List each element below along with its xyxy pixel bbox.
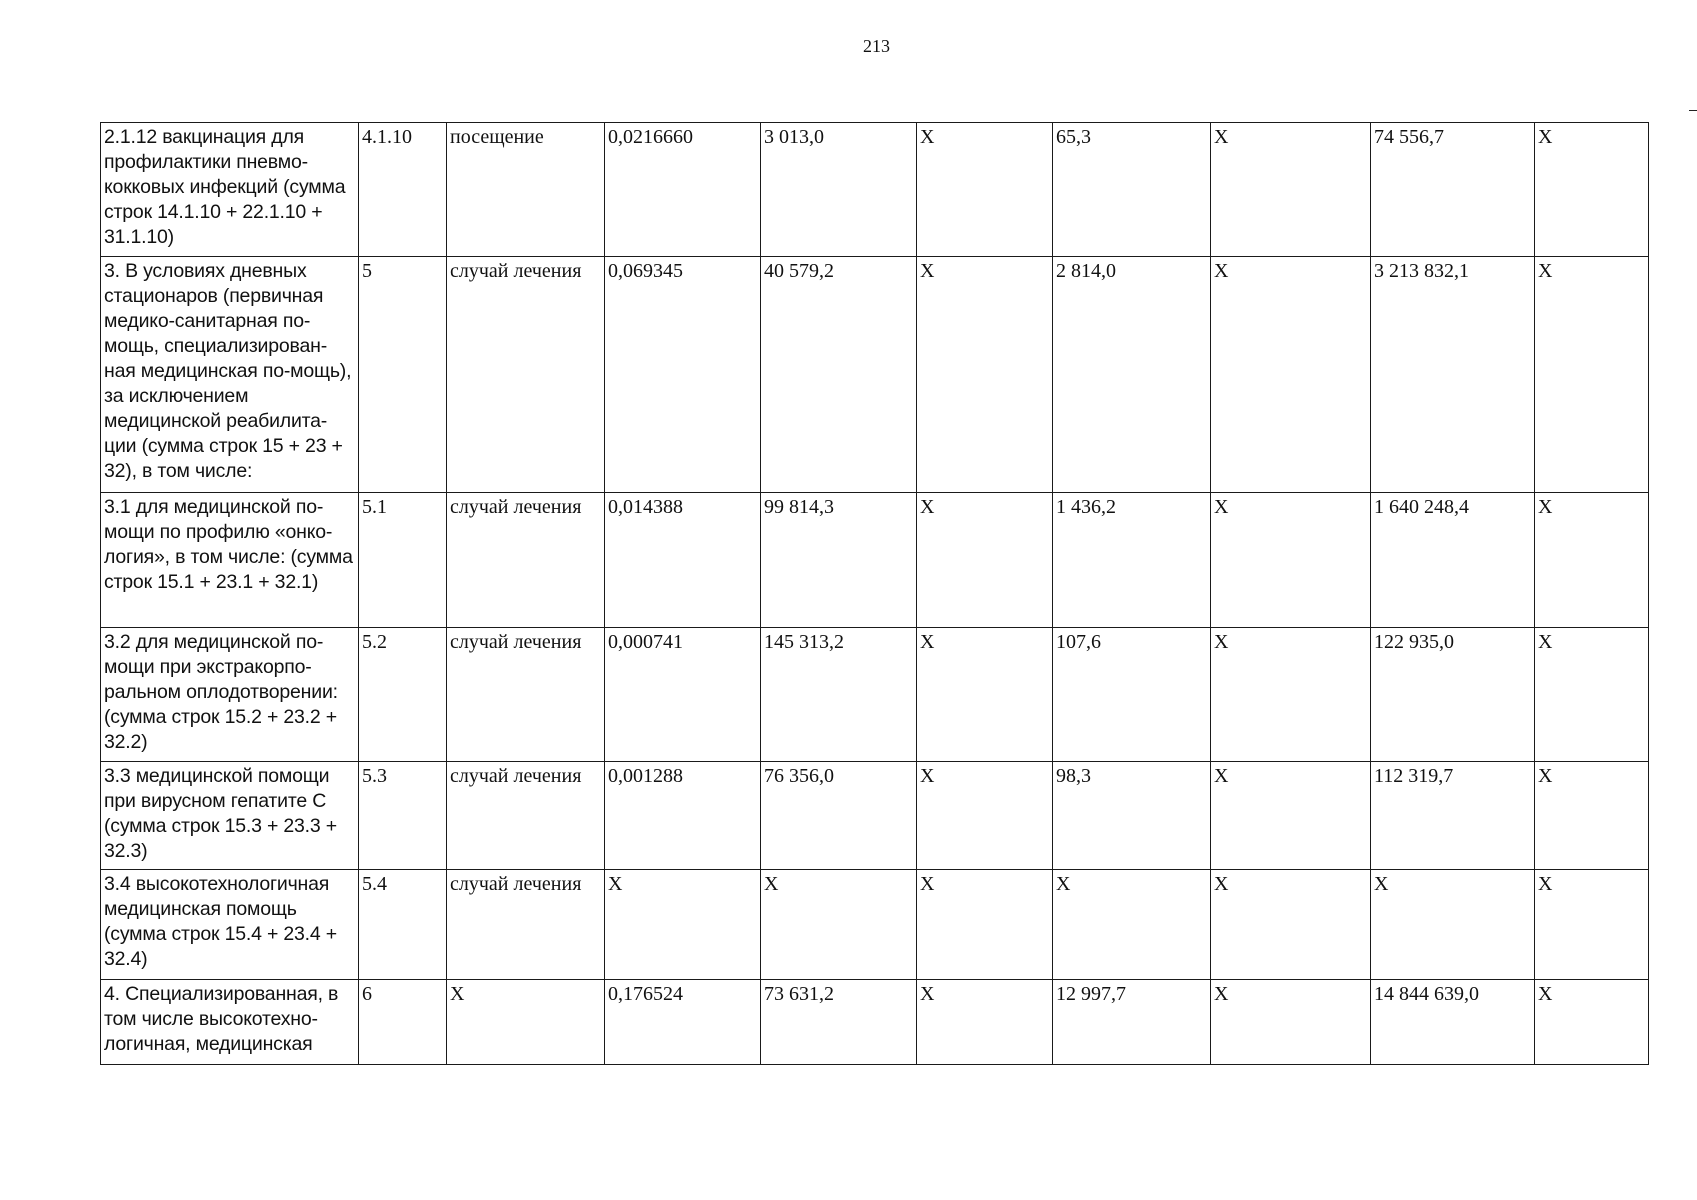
row-unit-cell: случай лечения <box>447 257 605 493</box>
row-col8-cell: X <box>1211 257 1371 493</box>
row-col6-cell: X <box>917 628 1053 762</box>
row-code-cell: 5.3 <box>359 762 447 870</box>
row-col7-cell: 98,3 <box>1053 762 1211 870</box>
row-col9-cell: 1 640 248,4 <box>1371 493 1535 628</box>
row-col9-cell: X <box>1371 870 1535 980</box>
row-col10-cell: X <box>1535 870 1649 980</box>
row-col4-cell: 0,176524 <box>605 980 761 1065</box>
table-row <box>101 762 1649 870</box>
row-name-cell: 3. В условиях дневных стационаров (первичная медико-санитарная по-мощь, специализирован-ная медицинская по-мощь), за исключением медицинской реабилита-ции (сумма строк 15 + 23 + 32), в том числе: <box>101 257 359 493</box>
row-code-cell: 5.4 <box>359 870 447 980</box>
row-col6-cell: X <box>917 762 1053 870</box>
table-row <box>101 980 1649 1065</box>
row-col8-cell: X <box>1211 980 1371 1065</box>
row-unit-cell: случай лечения <box>447 762 605 870</box>
row-code-cell: 5.2 <box>359 628 447 762</box>
row-col9-cell: 74 556,7 <box>1371 123 1535 257</box>
row-col8-cell: X <box>1211 123 1371 257</box>
row-name-cell: 3.1 для медицинской по-мощи по профилю «онко-логия», в том числе: (сумма строк 15.1 + 23.1 + 32.1) <box>101 493 359 628</box>
edge-mark <box>1689 110 1697 111</box>
row-col4-cell: 0,014388 <box>605 493 761 628</box>
row-col5-cell: X <box>761 870 917 980</box>
row-col4-cell: 0,069345 <box>605 257 761 493</box>
data-table <box>100 122 1649 1065</box>
row-col6-cell: X <box>917 980 1053 1065</box>
row-col9-cell: 14 844 639,0 <box>1371 980 1535 1065</box>
row-unit-cell: X <box>447 980 605 1065</box>
row-code-cell: 4.1.10 <box>359 123 447 257</box>
row-col4-cell: X <box>605 870 761 980</box>
row-col6-cell: X <box>917 870 1053 980</box>
row-col7-cell: 107,6 <box>1053 628 1211 762</box>
page-number: 213 <box>863 36 890 56</box>
row-code-cell: 5 <box>359 257 447 493</box>
row-col6-cell: X <box>917 493 1053 628</box>
row-code-cell: 6 <box>359 980 447 1065</box>
row-col6-cell: X <box>917 123 1053 257</box>
row-name-cell: 4. Специализированная, в том числе высокотехно-логичная, медицинская <box>101 980 359 1065</box>
row-col10-cell: X <box>1535 123 1649 257</box>
row-unit-cell: посещение <box>447 123 605 257</box>
row-col8-cell: X <box>1211 870 1371 980</box>
row-name-cell: 3.4 высокотехнологичная медицинская помощь (сумма строк 15.4 + 23.4 + 32.4) <box>101 870 359 980</box>
row-unit-cell: случай лечения <box>447 628 605 762</box>
row-col7-cell: X <box>1053 870 1211 980</box>
table-row <box>101 870 1649 980</box>
row-col4-cell: 0,000741 <box>605 628 761 762</box>
row-col7-cell: 2 814,0 <box>1053 257 1211 493</box>
row-col6-cell: X <box>917 257 1053 493</box>
row-col4-cell: 0,0216660 <box>605 123 761 257</box>
row-col4-cell: 0,001288 <box>605 762 761 870</box>
row-col10-cell: X <box>1535 257 1649 493</box>
row-col8-cell: X <box>1211 493 1371 628</box>
row-unit-cell: случай лечения <box>447 870 605 980</box>
row-unit-cell: случай лечения <box>447 493 605 628</box>
row-col9-cell: 3 213 832,1 <box>1371 257 1535 493</box>
row-col9-cell: 122 935,0 <box>1371 628 1535 762</box>
row-col5-cell: 145 313,2 <box>761 628 917 762</box>
row-col5-cell: 76 356,0 <box>761 762 917 870</box>
row-col5-cell: 73 631,2 <box>761 980 917 1065</box>
table-row <box>101 123 1649 257</box>
table-row <box>101 257 1649 493</box>
row-col7-cell: 1 436,2 <box>1053 493 1211 628</box>
row-col7-cell: 65,3 <box>1053 123 1211 257</box>
table-row <box>101 493 1649 628</box>
row-col10-cell: X <box>1535 628 1649 762</box>
row-col10-cell: X <box>1535 493 1649 628</box>
table-row <box>101 628 1649 762</box>
row-col9-cell: 112 319,7 <box>1371 762 1535 870</box>
row-col8-cell: X <box>1211 628 1371 762</box>
row-col10-cell: X <box>1535 762 1649 870</box>
data-table-container <box>100 122 1648 1065</box>
row-col5-cell: 3 013,0 <box>761 123 917 257</box>
row-col7-cell: 12 997,7 <box>1053 980 1211 1065</box>
row-name-cell: 3.2 для медицинской по-мощи при экстракорпо-ральном оплодотворении: (сумма строк 15.2 + 23.2 + 32.2) <box>101 628 359 762</box>
row-name-cell: 2.1.12 вакцинация для профилактики пневмо-кокковых инфекций (сумма строк 14.1.10 + 22.1.10 + 31.1.10) <box>101 123 359 257</box>
row-col5-cell: 99 814,3 <box>761 493 917 628</box>
row-code-cell: 5.1 <box>359 493 447 628</box>
row-col8-cell: X <box>1211 762 1371 870</box>
row-col10-cell: X <box>1535 980 1649 1065</box>
row-col5-cell: 40 579,2 <box>761 257 917 493</box>
row-name-cell: 3.3 медицинской помощи при вирусном гепатите С (сумма строк 15.3 + 23.3 + 32.3) <box>101 762 359 870</box>
